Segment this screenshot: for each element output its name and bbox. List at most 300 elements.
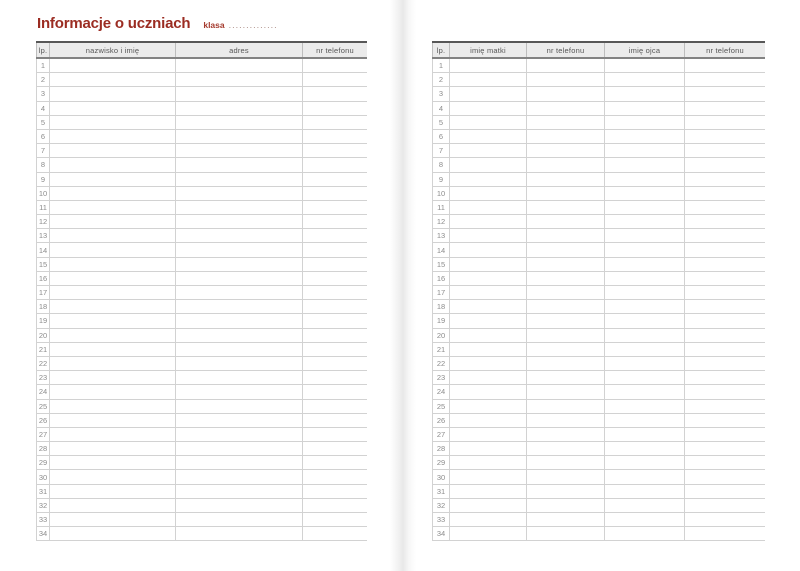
- empty-cell: [50, 428, 176, 441]
- empty-cell: [605, 243, 685, 256]
- empty-cell: [605, 385, 685, 398]
- table-row: [432, 272, 765, 286]
- empty-cell: [527, 456, 605, 469]
- empty-cell: [50, 300, 176, 313]
- empty-cell: [685, 158, 765, 171]
- empty-cell: [605, 130, 685, 143]
- empty-cell: [527, 102, 605, 115]
- empty-cell: [527, 144, 605, 157]
- empty-cell: [176, 357, 303, 370]
- empty-cell: [450, 371, 527, 384]
- table-header-row: [432, 43, 765, 59]
- empty-cell: [450, 229, 527, 242]
- empty-cell: [450, 499, 527, 512]
- row-number-cell: 18: [432, 300, 450, 313]
- empty-cell: [605, 371, 685, 384]
- empty-cell: [450, 385, 527, 398]
- empty-cell: [50, 314, 176, 327]
- empty-cell: [450, 73, 527, 86]
- empty-cell: [605, 300, 685, 313]
- empty-cell: [527, 116, 605, 129]
- empty-cell: [176, 201, 303, 214]
- empty-cell: [176, 73, 303, 86]
- empty-cell: [527, 428, 605, 441]
- empty-cell: [527, 87, 605, 100]
- table-row: [432, 329, 765, 343]
- row-number-cell: 11: [36, 201, 50, 214]
- table-row: [432, 343, 765, 357]
- empty-cell: [605, 102, 685, 115]
- empty-cell: [450, 329, 527, 342]
- row-number-cell: 2: [36, 73, 50, 86]
- empty-cell: [303, 272, 367, 285]
- row-number-cell: 33: [36, 513, 50, 526]
- row-number-cell: 9: [432, 173, 450, 186]
- empty-cell: [685, 300, 765, 313]
- empty-cell: [685, 272, 765, 285]
- empty-cell: [303, 513, 367, 526]
- empty-cell: [50, 243, 176, 256]
- empty-cell: [50, 229, 176, 242]
- table-row: [432, 173, 765, 187]
- empty-cell: [450, 187, 527, 200]
- empty-cell: [303, 357, 367, 370]
- empty-cell: [527, 215, 605, 228]
- table-row: [36, 414, 367, 428]
- table-row: [36, 456, 367, 470]
- empty-cell: [605, 343, 685, 356]
- row-number-cell: 26: [432, 414, 450, 427]
- table-row: [36, 59, 367, 73]
- column-header: lp.: [432, 43, 450, 57]
- empty-cell: [303, 314, 367, 327]
- empty-cell: [685, 314, 765, 327]
- row-number-cell: 30: [36, 470, 50, 483]
- empty-cell: [605, 144, 685, 157]
- empty-cell: [303, 400, 367, 413]
- empty-cell: [685, 173, 765, 186]
- empty-cell: [605, 87, 685, 100]
- table-row: [432, 371, 765, 385]
- empty-cell: [303, 116, 367, 129]
- table-row: [432, 59, 765, 73]
- table-row: [36, 144, 367, 158]
- empty-cell: [303, 456, 367, 469]
- empty-cell: [303, 329, 367, 342]
- row-number-cell: 14: [36, 243, 50, 256]
- empty-cell: [50, 343, 176, 356]
- table-row: [36, 442, 367, 456]
- table-row: [432, 300, 765, 314]
- table-row: [432, 442, 765, 456]
- table-row: [36, 300, 367, 314]
- empty-cell: [176, 229, 303, 242]
- row-number-cell: 3: [432, 87, 450, 100]
- row-number-cell: 28: [432, 442, 450, 455]
- empty-cell: [50, 371, 176, 384]
- empty-cell: [527, 158, 605, 171]
- empty-cell: [527, 470, 605, 483]
- empty-cell: [605, 272, 685, 285]
- row-number-cell: 25: [36, 400, 50, 413]
- empty-cell: [527, 527, 605, 540]
- empty-cell: [605, 187, 685, 200]
- empty-cell: [176, 272, 303, 285]
- row-number-cell: 30: [432, 470, 450, 483]
- table-row: [36, 357, 367, 371]
- table-row: [432, 144, 765, 158]
- empty-cell: [605, 428, 685, 441]
- empty-cell: [303, 343, 367, 356]
- empty-cell: [605, 442, 685, 455]
- empty-cell: [685, 456, 765, 469]
- empty-cell: [605, 485, 685, 498]
- row-number-cell: 20: [36, 329, 50, 342]
- row-number-cell: 31: [36, 485, 50, 498]
- table-row: [36, 470, 367, 484]
- row-number-cell: 32: [36, 499, 50, 512]
- klasa-label: klasa: [203, 20, 225, 30]
- table-row: [432, 243, 765, 257]
- empty-cell: [176, 485, 303, 498]
- empty-cell: [605, 258, 685, 271]
- empty-cell: [303, 102, 367, 115]
- empty-cell: [176, 243, 303, 256]
- empty-cell: [50, 513, 176, 526]
- empty-cell: [50, 470, 176, 483]
- row-number-cell: 1: [36, 59, 50, 72]
- empty-cell: [605, 400, 685, 413]
- row-number-cell: 26: [36, 414, 50, 427]
- empty-cell: [450, 400, 527, 413]
- row-number-cell: 16: [36, 272, 50, 285]
- empty-cell: [50, 527, 176, 540]
- empty-cell: [450, 144, 527, 157]
- empty-cell: [176, 442, 303, 455]
- empty-cell: [50, 116, 176, 129]
- empty-cell: [450, 442, 527, 455]
- empty-cell: [450, 102, 527, 115]
- row-number-cell: 6: [432, 130, 450, 143]
- empty-cell: [50, 130, 176, 143]
- column-header: imię ojca: [605, 43, 685, 57]
- empty-cell: [527, 499, 605, 512]
- empty-cell: [685, 116, 765, 129]
- empty-cell: [176, 116, 303, 129]
- table-row: [432, 116, 765, 130]
- row-number-cell: 16: [432, 272, 450, 285]
- empty-cell: [303, 173, 367, 186]
- table-row: [432, 102, 765, 116]
- empty-cell: [450, 428, 527, 441]
- table-row: [432, 229, 765, 243]
- empty-cell: [685, 428, 765, 441]
- empty-cell: [303, 371, 367, 384]
- table-header-row: [36, 43, 367, 59]
- column-header: nr telefonu: [527, 43, 605, 57]
- empty-cell: [450, 513, 527, 526]
- empty-cell: [303, 470, 367, 483]
- empty-cell: [50, 87, 176, 100]
- row-number-cell: 33: [432, 513, 450, 526]
- empty-cell: [685, 102, 765, 115]
- row-number-cell: 31: [432, 485, 450, 498]
- row-number-cell: 11: [432, 201, 450, 214]
- table-row: [36, 215, 367, 229]
- empty-cell: [176, 456, 303, 469]
- empty-cell: [50, 258, 176, 271]
- empty-cell: [685, 513, 765, 526]
- empty-cell: [50, 102, 176, 115]
- empty-cell: [176, 314, 303, 327]
- empty-cell: [176, 130, 303, 143]
- empty-cell: [527, 343, 605, 356]
- table-row: [432, 499, 765, 513]
- empty-cell: [450, 286, 527, 299]
- klasa-dotted-line: ..............: [228, 20, 278, 30]
- empty-cell: [685, 485, 765, 498]
- left-page: [0, 0, 396, 571]
- empty-cell: [685, 73, 765, 86]
- empty-cell: [450, 130, 527, 143]
- empty-cell: [303, 144, 367, 157]
- table-row: [36, 87, 367, 101]
- parents-contact-table: [432, 41, 765, 541]
- table-row: [36, 130, 367, 144]
- empty-cell: [527, 258, 605, 271]
- table-row: [36, 173, 367, 187]
- empty-cell: [527, 286, 605, 299]
- row-number-cell: 21: [432, 343, 450, 356]
- empty-cell: [605, 513, 685, 526]
- empty-cell: [685, 400, 765, 413]
- empty-cell: [450, 272, 527, 285]
- row-number-cell: 29: [36, 456, 50, 469]
- row-number-cell: 15: [432, 258, 450, 271]
- empty-cell: [685, 470, 765, 483]
- row-number-cell: 9: [36, 173, 50, 186]
- empty-cell: [176, 371, 303, 384]
- empty-cell: [527, 385, 605, 398]
- row-number-cell: 2: [432, 73, 450, 86]
- empty-cell: [176, 499, 303, 512]
- empty-cell: [450, 357, 527, 370]
- empty-cell: [685, 499, 765, 512]
- empty-cell: [303, 201, 367, 214]
- empty-cell: [50, 144, 176, 157]
- empty-cell: [450, 173, 527, 186]
- empty-cell: [303, 385, 367, 398]
- table-row: [432, 527, 765, 541]
- empty-cell: [450, 414, 527, 427]
- empty-cell: [303, 59, 367, 72]
- row-number-cell: 29: [432, 456, 450, 469]
- empty-cell: [450, 527, 527, 540]
- row-number-cell: 7: [432, 144, 450, 157]
- empty-cell: [303, 130, 367, 143]
- empty-cell: [176, 87, 303, 100]
- table-row: [36, 385, 367, 399]
- column-header: imię matki: [450, 43, 527, 57]
- empty-cell: [50, 485, 176, 498]
- empty-cell: [685, 229, 765, 242]
- row-number-cell: 19: [432, 314, 450, 327]
- empty-cell: [685, 357, 765, 370]
- table-row: [432, 258, 765, 272]
- empty-cell: [685, 201, 765, 214]
- row-number-cell: 17: [432, 286, 450, 299]
- table-row: [36, 343, 367, 357]
- students-info-table: [36, 41, 367, 541]
- empty-cell: [605, 158, 685, 171]
- row-number-cell: 28: [36, 442, 50, 455]
- empty-cell: [685, 343, 765, 356]
- empty-cell: [50, 201, 176, 214]
- row-number-cell: 4: [432, 102, 450, 115]
- empty-cell: [527, 187, 605, 200]
- empty-cell: [50, 385, 176, 398]
- empty-cell: [176, 59, 303, 72]
- row-number-cell: 8: [432, 158, 450, 171]
- empty-cell: [303, 73, 367, 86]
- table-row: [36, 286, 367, 300]
- row-number-cell: 23: [36, 371, 50, 384]
- row-number-cell: 5: [432, 116, 450, 129]
- empty-cell: [527, 201, 605, 214]
- row-number-cell: 24: [432, 385, 450, 398]
- row-number-cell: 32: [432, 499, 450, 512]
- empty-cell: [605, 470, 685, 483]
- table-row: [432, 314, 765, 328]
- empty-cell: [450, 116, 527, 129]
- table-row: [36, 400, 367, 414]
- empty-cell: [605, 201, 685, 214]
- row-number-cell: 1: [432, 59, 450, 72]
- table-row: [432, 357, 765, 371]
- table-row: [36, 116, 367, 130]
- row-number-cell: 10: [432, 187, 450, 200]
- row-number-cell: 12: [432, 215, 450, 228]
- table-row: [432, 456, 765, 470]
- row-number-cell: 6: [36, 130, 50, 143]
- empty-cell: [303, 87, 367, 100]
- empty-cell: [527, 485, 605, 498]
- table-row: [36, 499, 367, 513]
- empty-cell: [605, 357, 685, 370]
- empty-cell: [303, 215, 367, 228]
- empty-cell: [685, 87, 765, 100]
- row-number-cell: 25: [432, 400, 450, 413]
- table-row: [432, 470, 765, 484]
- empty-cell: [50, 272, 176, 285]
- empty-cell: [527, 371, 605, 384]
- empty-cell: [303, 527, 367, 540]
- row-number-cell: 27: [432, 428, 450, 441]
- empty-cell: [685, 130, 765, 143]
- empty-cell: [176, 300, 303, 313]
- table-row: [432, 286, 765, 300]
- empty-cell: [303, 428, 367, 441]
- empty-cell: [527, 272, 605, 285]
- empty-cell: [527, 329, 605, 342]
- empty-cell: [605, 456, 685, 469]
- empty-cell: [303, 158, 367, 171]
- table-row: [36, 258, 367, 272]
- empty-cell: [176, 343, 303, 356]
- empty-cell: [605, 329, 685, 342]
- empty-cell: [685, 385, 765, 398]
- empty-cell: [176, 385, 303, 398]
- empty-cell: [605, 499, 685, 512]
- empty-cell: [450, 59, 527, 72]
- empty-cell: [605, 286, 685, 299]
- table-row: [432, 73, 765, 87]
- empty-cell: [685, 215, 765, 228]
- row-number-cell: 24: [36, 385, 50, 398]
- row-number-cell: 13: [432, 229, 450, 242]
- empty-cell: [303, 286, 367, 299]
- table-row: [432, 485, 765, 499]
- empty-cell: [450, 201, 527, 214]
- row-number-cell: 34: [432, 527, 450, 540]
- row-number-cell: 5: [36, 116, 50, 129]
- empty-cell: [685, 371, 765, 384]
- row-number-cell: 3: [36, 87, 50, 100]
- empty-cell: [450, 470, 527, 483]
- empty-cell: [527, 357, 605, 370]
- empty-cell: [527, 130, 605, 143]
- row-number-cell: 12: [36, 215, 50, 228]
- empty-cell: [303, 229, 367, 242]
- empty-cell: [50, 456, 176, 469]
- row-number-cell: 27: [36, 428, 50, 441]
- empty-cell: [527, 513, 605, 526]
- empty-cell: [527, 73, 605, 86]
- table-row: [36, 314, 367, 328]
- empty-cell: [303, 442, 367, 455]
- table-row: [36, 102, 367, 116]
- empty-cell: [527, 314, 605, 327]
- row-number-cell: 21: [36, 343, 50, 356]
- row-number-cell: 22: [36, 357, 50, 370]
- table-row: [432, 428, 765, 442]
- title-row: [37, 15, 387, 32]
- empty-cell: [605, 314, 685, 327]
- table-row: [36, 371, 367, 385]
- table-row: [432, 400, 765, 414]
- table-row: [36, 73, 367, 87]
- row-number-cell: 10: [36, 187, 50, 200]
- empty-cell: [450, 300, 527, 313]
- empty-cell: [605, 527, 685, 540]
- empty-cell: [527, 173, 605, 186]
- empty-cell: [605, 73, 685, 86]
- column-header: lp.: [36, 43, 50, 57]
- empty-cell: [605, 116, 685, 129]
- table-row: [36, 272, 367, 286]
- row-number-cell: 34: [36, 527, 50, 540]
- empty-cell: [527, 300, 605, 313]
- empty-cell: [527, 414, 605, 427]
- empty-cell: [303, 499, 367, 512]
- empty-cell: [527, 400, 605, 413]
- row-number-cell: 8: [36, 158, 50, 171]
- column-header: nr telefonu: [316, 45, 354, 55]
- row-number-cell: 15: [36, 258, 50, 271]
- empty-cell: [450, 158, 527, 171]
- row-number-cell: 17: [36, 286, 50, 299]
- empty-cell: [685, 414, 765, 427]
